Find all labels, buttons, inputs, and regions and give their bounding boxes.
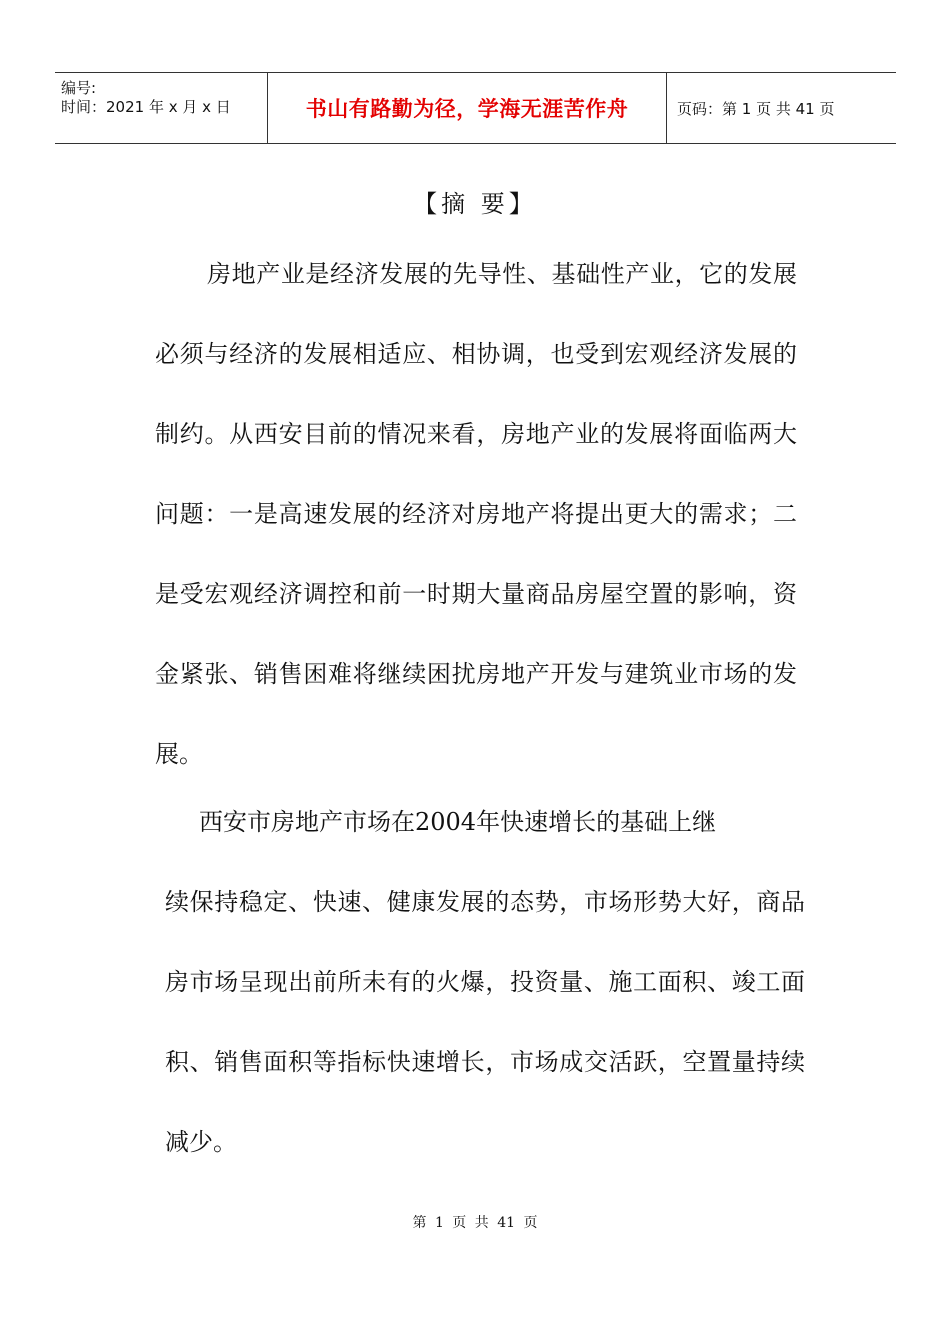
serial-label: 编号: [61,79,97,97]
header-page-info: 页码：第 1 页 共 41 页 [677,99,835,118]
header-motto: 书山有路勤为径，学海无涯苦作舟 [268,73,667,143]
header-meta [55,73,268,143]
abstract-paragraph-2 [165,782,805,1182]
abstract-paragraph-1: 房地产业是经济发展的先导性、基础性产业，它的发展必须与经济的发展相适应、相协调，也受到宏观经济发展的制约。从西安目前的情况来看，房地产业的发展将面临两大问题：一是高速发展的经济对房地产将提出更大的需求；二是受宏观经济调控和前一时期大量商品房屋空置的影响，资金紧张、销售困难将继续困扰房地产开发与建筑业市场的发展。 [155,260,797,768]
paragraph-2-first-line: 西安市房地产市场在2004年快速增长的基础上继 [199,808,717,836]
date-label: 时间：2021 年 x 月 x 日 [61,98,231,116]
page-header [55,72,896,144]
paragraph-2-body: 续保持稳定、快速、健康发展的态势，市场形势大好，商品房市场呈现出前所未有的火爆，投资量、施工面积、竣工面积、销售面积等指标快速增长，市场成交活跃，空置量持续减少。 [165,888,805,1156]
abstract-title: 【摘 要】 [413,190,537,218]
page-footer: 第 1 页 共 41 页 [412,1215,538,1231]
